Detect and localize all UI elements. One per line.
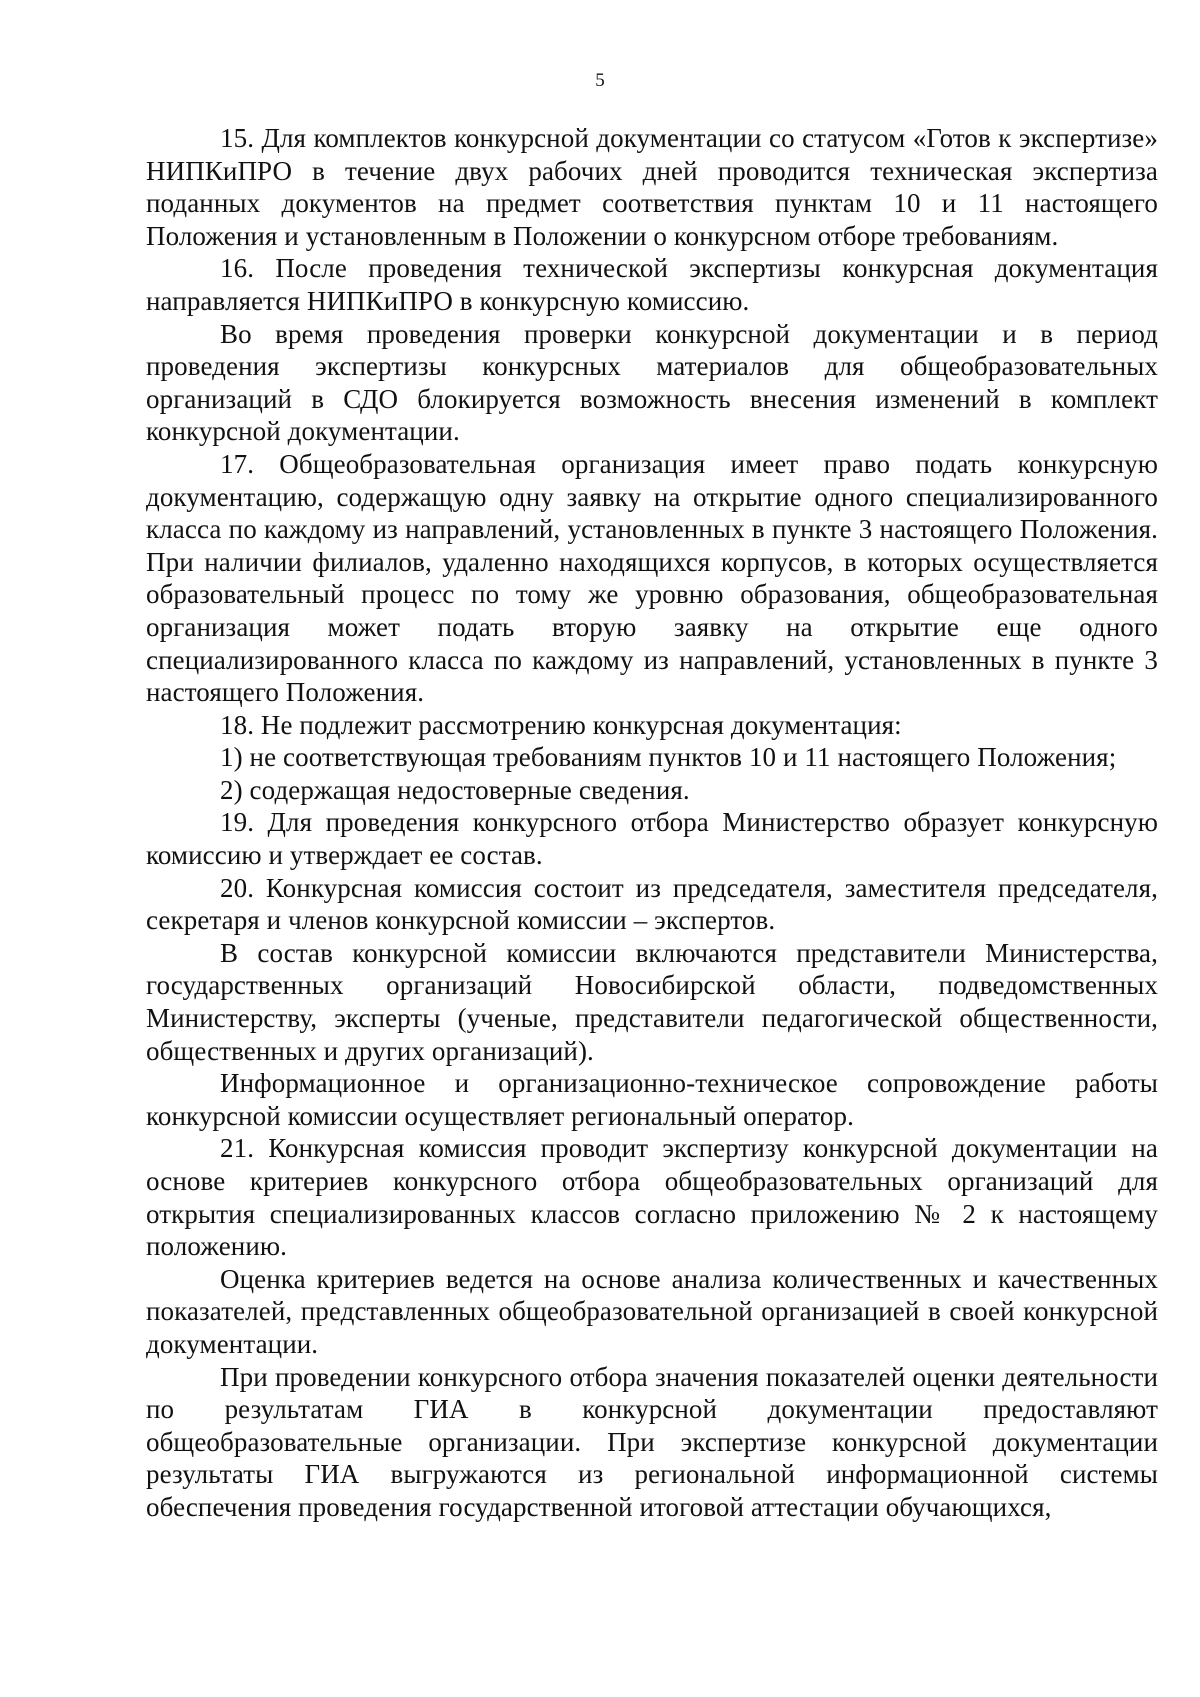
paragraph-21: 21. Конкурсная комиссия проводит экспертизу конкурсной документации на основе критериев конкурсного отбора общеобразовательных организаций для открытия специализированных классов согласно приложению № 2 к настоящему положению. bbox=[146, 1133, 1158, 1262]
paragraph-15: 15. Для комплектов конкурсной документации со статусом «Готов к экспертизе» НИПКиПРО в течение двух рабочих дней проводится техническая экспертиза поданных документов на предмет соответствия пунктам 10 и 11 настоящего Положения и установленным в Положении о конкурсном отборе требованиям. bbox=[146, 123, 1158, 251]
paragraph-20: 20. Конкурсная комиссия состоит из председателя, заместителя председателя, секретаря и членов конкурсной комиссии – экспертов. bbox=[146, 872, 1158, 936]
paragraph-18: 18. Не подлежит рассмотрению конкурсная документация: bbox=[220, 709, 902, 740]
document-body bbox=[146, 122, 1158, 1524]
paragraph-18-item-2: 2) содержащая недостоверные сведения. bbox=[220, 774, 690, 805]
paragraph-18-item-1: 1) не соответствующая требованиям пунктов 10 и 11 настоящего Положения; bbox=[220, 742, 1117, 773]
paragraph-19: 19. Для проведения конкурсного отбора Министерство образует конкурсную комиссию и утверждает ее состав. bbox=[146, 807, 1158, 871]
paragraph-21-assessment: Оценка критериев ведется на основе анализа количественных и качественных показателей, представленных общеобразовательной организацией в своей конкурсной документации. bbox=[146, 1263, 1158, 1359]
paragraph-20-support: Информационное и организационно-техническое сопровождение работы конкурсной комиссии осуществляет региональный оператор. bbox=[146, 1068, 1158, 1131]
paragraph-17: 17. Общеобразовательная организация имеет право подать конкурсную документацию, содержащую одну заявку на открытие одного специализированного класса по каждому из направлений, установленных в пункте 3 настоящего Положения. При наличии филиалов, удаленно находящихся корпусов, в которых осуществляется образовательный процесс по тому же уровню образования, общеобразовательная организация может подать вторую заявку на открытие еще одного специализированного класса по каждому из направлений, установленных в пункте 3 настоящего Положения. bbox=[146, 448, 1158, 708]
paragraph-16-blocking: Во время проведения проверки конкурсной документации и в период проведения экспертизы конкурсных материалов для общеобразовательных организаций в СДО блокируется возможность внесения изменений в комплект конкурсной документации. bbox=[146, 318, 1158, 447]
paragraph-16: 16. После проведения технической экспертизы конкурсная документация направляется НИПКиПРО в конкурсную комиссию. bbox=[146, 253, 1158, 316]
page-number: 5 bbox=[595, 70, 605, 91]
paragraph-20-composition: В состав конкурсной комиссии включаются представители Министерства, государственных организаций Новосибирской области, подведомственных Министерству, эксперты (ученые, представители педагогической общественности, общественных и других организаций). bbox=[146, 937, 1158, 1066]
paragraph-21-gia: При проведении конкурсного отбора значения показателей оценки деятельности по результатам ГИА в конкурсной документации предоставляют общеобразовательные организации. При экспертизе конкурсной документации результаты ГИА выгружаются из региональной информационной системы обеспечения проведения государственной итоговой аттестации обучающихся, bbox=[146, 1361, 1158, 1522]
